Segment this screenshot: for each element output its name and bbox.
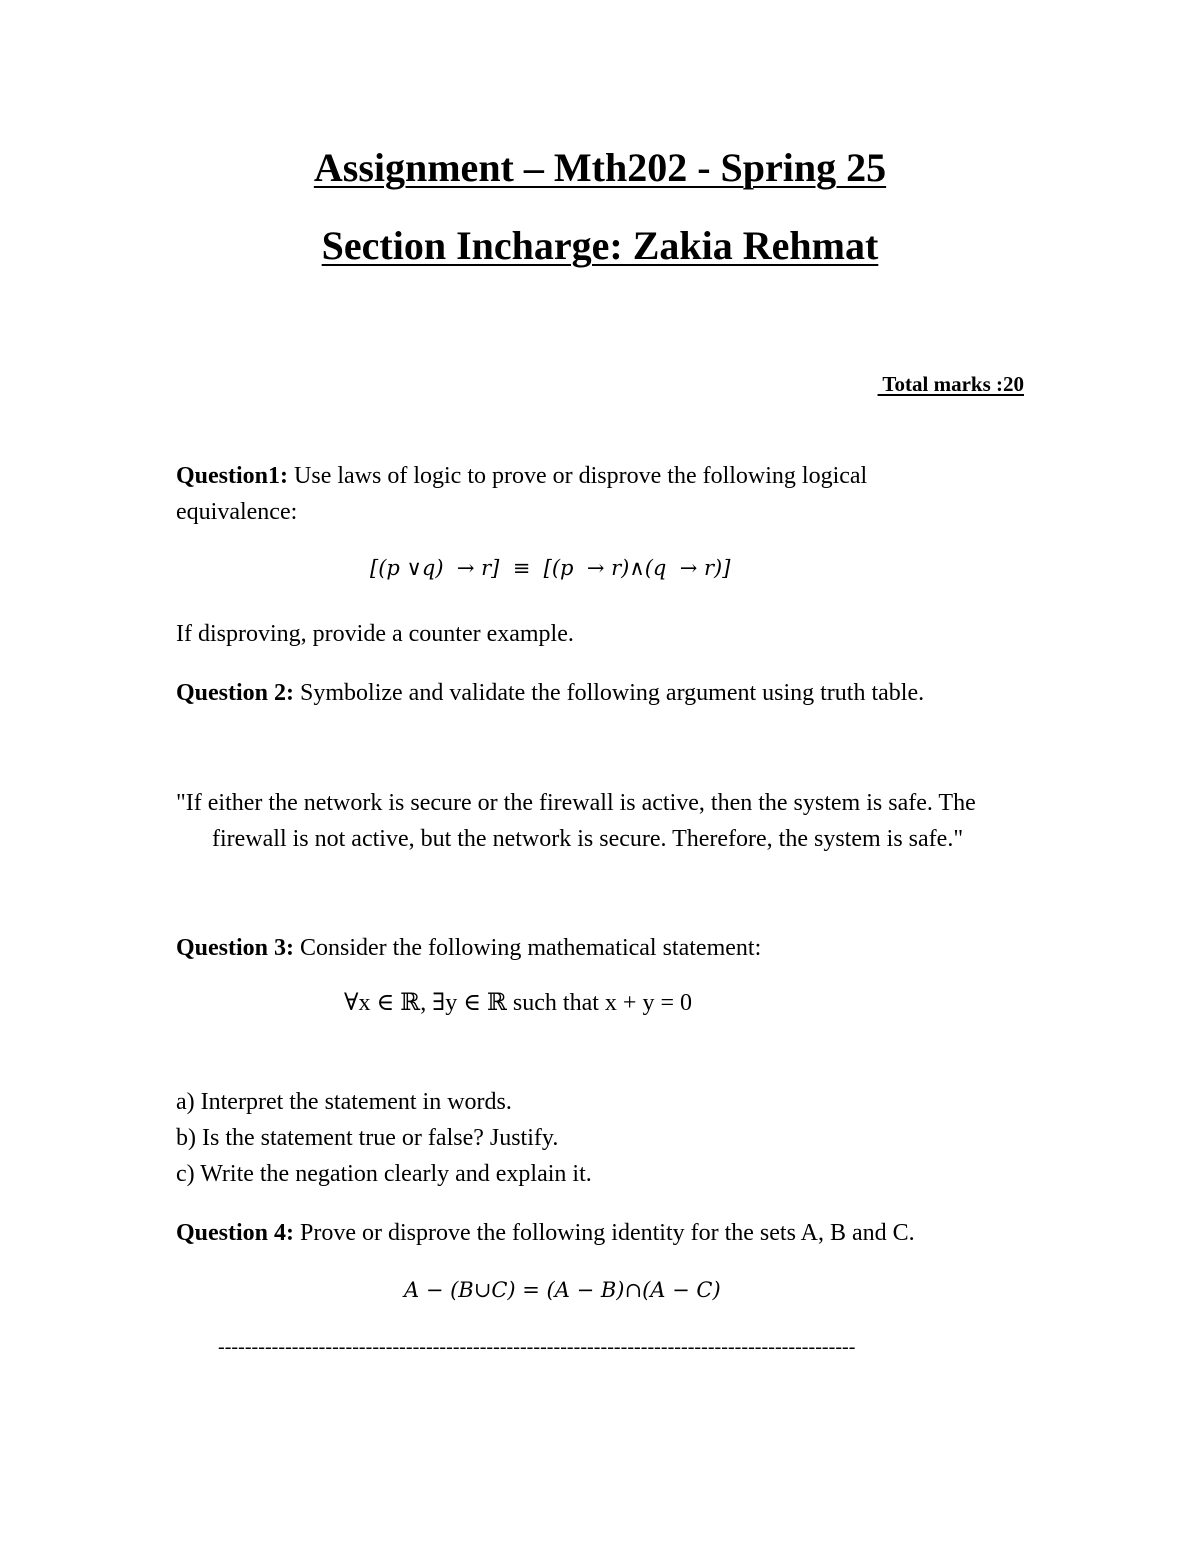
section-incharge-title: Section Incharge: Zakia Rehmat — [321, 223, 879, 268]
question-2 — [176, 675, 1062, 711]
question-1-note: If disproving, provide a counter example. — [176, 621, 574, 647]
question-2-label: Question 2: — [176, 680, 295, 706]
question-1-label: Question1: — [176, 463, 289, 489]
question-2-text: Symbolize and validate the following argument using truth table. — [300, 680, 925, 706]
question-3-text: Consider the following mathematical statement: — [300, 935, 762, 961]
question-3-part-c: c) Write the negation clearly and explain it. — [176, 1161, 592, 1187]
question-1-text: Use laws of logic to prove or disprove the following logical — [294, 463, 868, 489]
question-3-part-b: b) Is the statement true or false? Justify. — [176, 1125, 559, 1151]
question-4-text: Prove or disprove the following identity for the sets A, B and C. — [300, 1220, 915, 1246]
question-2-argument-quote: "If either the network is secure or the firewall is active, then the system is safe. The firewall is not active, but the network is secure. Therefore, the system is safe." — [176, 790, 976, 852]
question-3-formula: ∀x ∈ ℝ, ∃y ∈ ℝ such that x + y = 0 — [344, 990, 692, 1016]
end-separator: ----------------------------------------------------------------------------------------------- — [218, 1336, 856, 1358]
question-4 — [176, 1215, 915, 1251]
question-1-text-continued: equivalence: — [176, 499, 298, 525]
question-4-label: Question 4: — [176, 1220, 295, 1246]
question-1 — [176, 458, 867, 494]
question-3-part-a: a) Interpret the statement in words. — [176, 1089, 512, 1115]
question-1-formula: [(p ∨q) → r] ≡ [(p → r)∧(q → r)] — [370, 556, 731, 580]
total-marks: Total marks :20 — [877, 372, 1024, 396]
assignment-title: Assignment – Mth202 - Spring 25 — [313, 145, 887, 190]
question-3 — [176, 930, 761, 966]
question-4-formula: A − (B∪C) = (A − B)∩(A − C) — [404, 1278, 721, 1302]
question-3-label: Question 3: — [176, 935, 295, 961]
